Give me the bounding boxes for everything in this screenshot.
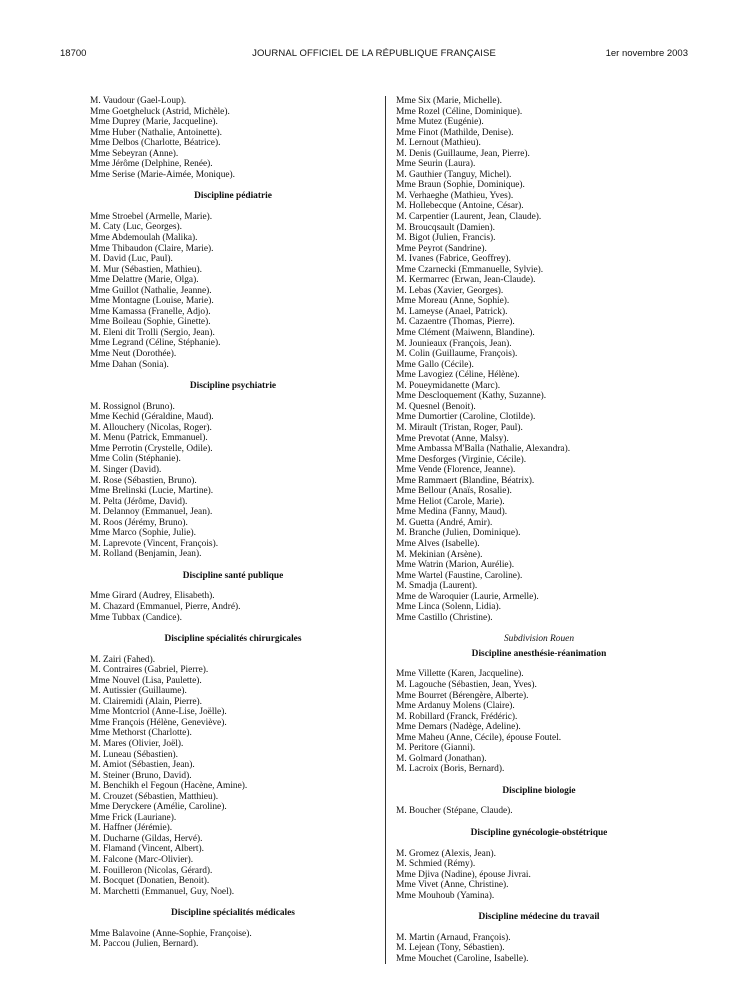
name-entry: M. Quesnel (Benoit). (396, 401, 476, 412)
name-entry: M. Pelta (Jérôme, David). (90, 496, 188, 507)
name-entry: M. Gauthier (Tanguy, Michel). (396, 169, 512, 180)
name-entry: M. Peritore (Gianni). (396, 743, 476, 754)
section-discipline-gynecologie-obstetrique (396, 828, 692, 901)
name-entry: Mme Demars (Nadège, Adeline). (396, 722, 521, 733)
name-entry: M. Steiner (Bruno, David). (90, 770, 192, 781)
name-entry: M. Carpentier (Laurent, Jean, Claude). (396, 212, 542, 223)
name-entry: Mme Wartel (Faustine, Caroline). (396, 570, 523, 581)
name-entry: Mme Huber (Nathalie, Antoinette). (90, 127, 222, 138)
name-entry: M. Hollebecque (Antoine, César). (396, 201, 524, 212)
name-entry: M. Lameyse (Anael, Patrick). (396, 306, 508, 317)
name-entry: Mme Rozel (Céline, Dominique). (396, 106, 523, 117)
name-entry: Mme Nouvel (Lisa, Paulette). (90, 675, 202, 686)
discipline-heading: Discipline biologie (502, 785, 576, 796)
section-discipline-medecine-du-travail (396, 912, 692, 964)
name-entry: Mme Abdemoulah (Malika). (90, 233, 198, 244)
name-entry: Mme Castillo (Christine). (396, 612, 493, 623)
name-entry: M. Bocquet (Donatien, Benoit). (90, 876, 210, 887)
page-header (60, 48, 688, 62)
section-discipline-specialites-medicales (90, 908, 386, 950)
name-entry: M. Kermarrec (Erwan, Jean-Claude). (396, 275, 536, 286)
name-entry: Mme Boileau (Sophie, Ginette). (90, 317, 211, 328)
name-entry: Mme Duprey (Marie, Jacqueline). (90, 117, 218, 128)
name-entry: M. Lebas (Xavier, Georges). (396, 285, 504, 296)
name-entry: Mme Moreau (Anne, Sophie). (396, 296, 510, 307)
name-entry: M. Chazard (Emmanuel, Pierre, André). (90, 601, 241, 612)
name-entry: Mme Dumortier (Caroline, Clotilde). (396, 412, 536, 423)
name-entry: Mme Ardanuy Molens (Claire). (396, 701, 515, 712)
name-entry: M. Delannoy (Emmanuel, Jean). (90, 507, 213, 518)
name-entry: Mme Brelinski (Lucie, Martine). (90, 486, 214, 497)
name-entry: M. David (Luc, Paul). (90, 254, 173, 265)
name-entry: Mme Methorst (Charlotte). (90, 728, 192, 739)
section-discipline-anesthesie-reanimation (396, 634, 692, 775)
section-discipline-pediatrie (90, 191, 386, 370)
discipline-heading: Discipline spécialités chirurgicales (164, 634, 302, 645)
name-entry: Mme Desforges (Virginie, Cécile). (396, 454, 527, 465)
page-number: 18700 (60, 48, 87, 59)
name-entry: M. Broucqsault (Damien). (396, 222, 495, 233)
name-entry: Mme Rammaert (Blandine, Béatrix). (396, 475, 535, 486)
name-entry: Mme Serise (Marie-Aimée, Monique). (90, 169, 236, 180)
name-entry: M. Ivanes (Fabrice, Geoffrey). (396, 254, 511, 265)
name-entry: Mme Neut (Dorothée). (90, 349, 177, 360)
name-entry: M. Jounieaux (François, Jean). (396, 338, 512, 349)
discipline-heading: Discipline médecine du travail (478, 912, 600, 923)
name-entry: M. Mirault (Tristan, Roger, Paul). (396, 422, 523, 433)
name-entry: Mme Bellour (Anaïs, Rosalie). (396, 486, 512, 497)
name-entry: Mme Frick (Lauriane). (90, 812, 177, 823)
name-entry: M. Menu (Patrick, Emmanuel). (90, 433, 208, 444)
name-entry: Mme Mouhoub (Yamina). (396, 890, 495, 901)
name-entry: Mme Alves (Isabelle). (396, 538, 480, 549)
name-entry: Mme Watrin (Marion, Aurélie). (396, 560, 515, 571)
name-entry: M. Martin (Arnaud, François). (396, 932, 511, 943)
name-entry: Mme Jérôme (Delphine, Renée). (90, 159, 213, 170)
name-entry: Mme Maheu (Anne, Cécile), épouse Foutel. (396, 732, 562, 743)
name-entry: Mme Thibaudon (Claire, Marie). (90, 243, 214, 254)
column-divider (385, 96, 386, 964)
name-entry: Mme Ambassa M'Balla (Nathalie, Alexandra). (396, 444, 571, 455)
right-column (396, 96, 692, 964)
name-entry: M. Zairi (Fahed). (90, 654, 156, 665)
name-entry: Mme Goetgheluck (Astrid, Michèle). (90, 106, 230, 117)
name-entry: Mme Heliot (Carole, Marie). (396, 496, 505, 507)
name-entry: M. Poueymidanette (Marc). (396, 380, 501, 391)
name-entry: Mme de Waroquier (Laurie, Armelle). (396, 591, 539, 602)
name-entry: M. Rose (Sébastien, Bruno). (90, 475, 197, 486)
name-entry: Mme Marco (Sophie, Julie). (90, 528, 196, 539)
name-entry: M. Branche (Julien, Dominique). (396, 528, 521, 539)
section-discipline-sante-publique (90, 571, 386, 623)
name-entry: M. Rossignol (Bruno). (90, 401, 175, 412)
name-entry: Mme Finot (Mathilde, Denise). (396, 127, 514, 138)
name-entry: Mme Montcriol (Anne-Lise, Joëlle). (90, 707, 227, 718)
section-discipline-specialites-chirurgicales (90, 634, 386, 897)
section-discipline-biologie (396, 786, 692, 817)
name-entry: Mme Medina (Fanny, Maud). (396, 507, 508, 518)
name-entry: Mme Six (Marie, Michelle). (396, 96, 502, 106)
publication-date: 1er novembre 2003 (605, 48, 688, 59)
name-entry: M. Lagouche (Sébastien, Jean, Yves). (396, 679, 537, 690)
name-entry: M. Mekinian (Arsène). (396, 549, 483, 560)
name-entry: M. Paccou (Julien, Bernard). (90, 939, 199, 950)
name-entry: Mme Deryckere (Amélie, Caroline). (90, 802, 227, 813)
name-entry: Mme Delattre (Marie, Olga). (90, 275, 199, 286)
name-entry: Mme Dahan (Sonia). (90, 359, 169, 370)
left-column (90, 96, 386, 950)
name-entry: Mme Czarnecki (Emmanuelle, Sylvie). (396, 264, 544, 275)
name-entry: Mme Descloquement (Kathy, Suzanne). (396, 391, 547, 402)
name-entry: M. Verhaeghe (Mathieu, Yves). (396, 190, 514, 201)
name-entry: Mme Guillot (Nathalie, Jeanne). (90, 285, 212, 296)
name-entry: Mme Montagne (Louise, Marie). (90, 296, 214, 307)
name-entry: Mme Balavoine (Anne-Sophie, Françoise). (90, 928, 252, 939)
name-entry: M. Amiot (Sébastien, Jean). (90, 760, 195, 771)
name-entry: Mme Braun (Sophie, Dominique). (396, 180, 525, 191)
discipline-heading: Discipline pédiatrie (194, 191, 272, 202)
name-entry: M. Ducharne (Gildas, Hervé). (90, 833, 203, 844)
name-entry: M. Contraires (Gabriel, Pierre). (90, 665, 209, 676)
name-entry: M. Crouzet (Sébastien, Matthieu). (90, 791, 219, 802)
name-entry: M. Cazaentre (Thomas, Pierre). (396, 317, 515, 328)
discipline-heading: Discipline psychiatrie (189, 381, 277, 392)
name-entry: M. Vaudour (Gael-Loup). (90, 96, 187, 106)
name-entry: M. Robillard (Franck, Frédéric). (396, 711, 518, 722)
section-continued (396, 96, 692, 623)
name-entry: Mme Stroebel (Armelle, Marie). (90, 211, 213, 222)
name-entry: Mme Linca (Solenn, Lidia). (396, 602, 501, 613)
name-entry: M. Roos (Jérémy, Bruno). (90, 517, 188, 528)
name-entry: Mme Prevotat (Anne, Malsy). (396, 433, 509, 444)
discipline-heading: Discipline santé publique (182, 570, 284, 581)
discipline-heading: Discipline spécialités médicales (171, 908, 295, 919)
subdivision-heading: Subdivision Rouen (503, 634, 575, 645)
name-entry: Mme Kechid (Géraldine, Maud). (90, 412, 214, 423)
section-discipline-psychiatrie (90, 381, 386, 560)
name-entry: M. Gromez (Alexis, Jean). (396, 848, 496, 859)
name-entry: Mme Clément (Maiwenn, Blandine). (396, 328, 535, 339)
name-entry: M. Guetta (André, Amir). (396, 517, 493, 528)
name-entry: M. Golmard (Jonathan). (396, 753, 487, 764)
name-entry: M. Singer (David). (90, 464, 162, 475)
name-entry: M. Marchetti (Emmanuel, Guy, Noel). (90, 886, 235, 897)
name-entry: Mme Kamassa (Franelle, Adjo). (90, 306, 211, 317)
name-entry: M. Benchikh el Fegoun (Hacène, Amine). (90, 781, 248, 792)
name-entry: Mme Vende (Florence, Jeanne). (396, 465, 516, 476)
name-entry: Mme Villette (Karen, Jacqueline). (396, 669, 524, 680)
name-entry: Mme Colin (Stéphanie). (90, 454, 181, 465)
name-entry: M. Falcone (Marc-Olivier). (90, 855, 194, 865)
name-entry: Mme Djiva (Nadine), épouse Jivrai. (396, 869, 531, 880)
discipline-heading: Discipline gynécologie-obstétrique (470, 828, 608, 838)
name-entry: M. Haffner (Jérémie). (90, 823, 173, 834)
name-entry: Mme Perrotin (Crystelle, Odile). (90, 443, 213, 454)
name-entry: Mme Tubbax (Candice). (90, 612, 182, 623)
journal-title: JOURNAL OFFICIEL DE LA RÉPUBLIQUE FRANÇAISE (252, 48, 496, 59)
name-entry: M. Schmied (Rémy). (396, 859, 476, 870)
name-entry: M. Lejean (Tony, Sébastien). (396, 943, 505, 954)
name-entry: Mme Vivet (Anne, Christine). (396, 880, 509, 891)
name-entry: M. Autissier (Guillaume). (90, 686, 187, 697)
name-entry: M. Mares (Olivier, Joël). (90, 738, 184, 749)
name-entry: Mme Mutez (Eugénie). (396, 117, 484, 128)
name-entry: Mme Delbos (Charlotte, Béatrice). (90, 138, 221, 149)
name-entry: M. Denis (Guillaume, Jean, Pierre). (396, 148, 530, 159)
name-entry: M. Boucher (Stépane, Claude). (396, 806, 513, 817)
name-entry: M. Laprevote (Vincent, François). (90, 538, 219, 549)
name-entry: M. Caty (Luc, Georges). (90, 222, 182, 233)
name-entry: Mme Legrand (Céline, Stéphanie). (90, 338, 221, 349)
name-entry: Mme Lavogiez (Céline, Hélène). (396, 370, 520, 381)
name-entry: M. Luneau (Sébastien). (90, 749, 178, 760)
name-entry: Mme Seurin (Laura). (396, 159, 476, 170)
name-entry: M. Colin (Guillaume, François). (396, 349, 518, 360)
name-entry: M. Smadja (Laurent). (396, 581, 478, 592)
name-entry: Mme Peyrot (Sandrine). (396, 243, 487, 254)
name-entry: M. Fouilleron (Nicolas, Gérard). (90, 865, 213, 876)
name-entry: M. Rolland (Benjamin, Jean). (90, 549, 202, 560)
name-entry: Mme Girard (Audrey, Elisabeth). (90, 591, 215, 602)
name-entry: M. Lernout (Mathieu). (396, 138, 481, 149)
name-entry: Mme Mouchet (Caroline, Isabelle). (396, 953, 529, 964)
name-entry: M. Mur (Sébastien, Mathieu). (90, 264, 202, 275)
name-entry: M. Allouchery (Nicolas, Roger). (90, 422, 212, 433)
name-entry: M. Eleni dit Trolli (Sergio, Jean). (90, 327, 215, 338)
name-entry: Mme Gallo (Cécile). (396, 359, 474, 370)
section-continued (90, 96, 386, 180)
name-entry: M. Lacroix (Boris, Bernard). (396, 764, 505, 775)
name-entry: Mme François (Hélène, Geneviève). (90, 717, 227, 728)
name-entry: Mme Sebeyran (Anne). (90, 148, 179, 159)
discipline-heading: Discipline anesthésie-réanimation (471, 648, 607, 659)
name-entry: M. Clairemidi (Alain, Pierre). (90, 696, 202, 707)
name-entry: M. Flamand (Vincent, Albert). (90, 844, 204, 855)
name-entry: M. Bigot (Julien, Francis). (396, 233, 496, 244)
name-entry: Mme Bourret (Bérengère, Alberte). (396, 690, 529, 701)
